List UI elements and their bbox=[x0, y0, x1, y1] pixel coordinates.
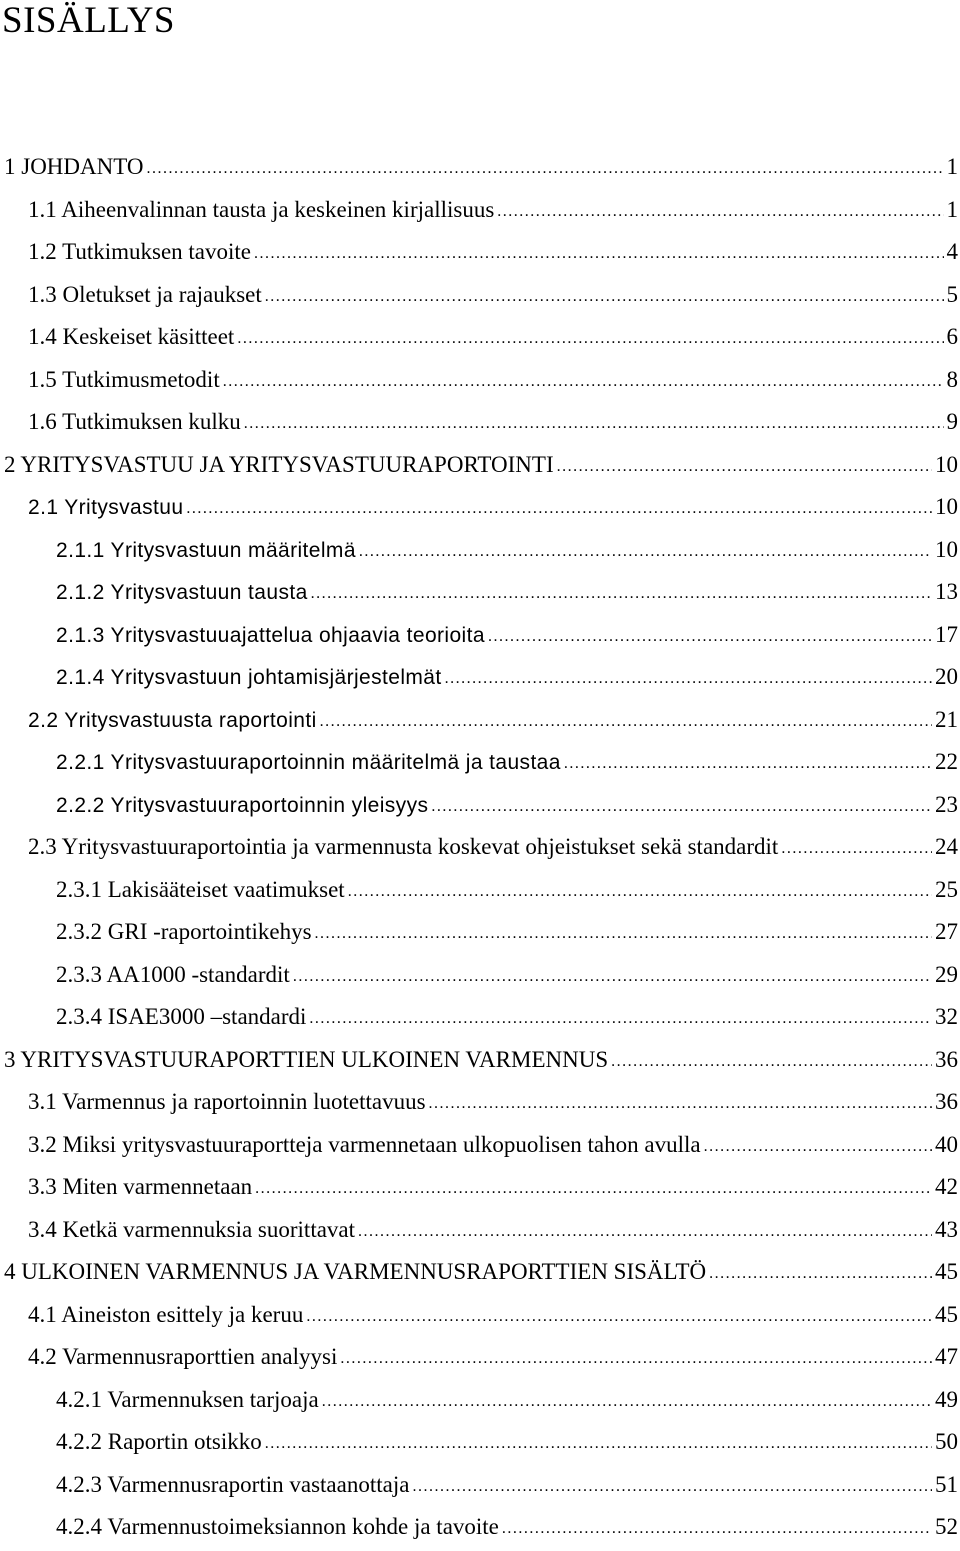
toc-entry-title: 2.3.3 AA1000 -standardit bbox=[56, 962, 290, 988]
toc-row bbox=[0, 148, 960, 191]
toc-entry[interactable] bbox=[0, 1083, 960, 1126]
toc-leader-dots bbox=[223, 373, 944, 391]
toc-leader-dots bbox=[293, 968, 932, 986]
toc-entry-title: 1.2 Tutkimuksen tavoite bbox=[28, 239, 251, 265]
toc-page-number: 47 bbox=[935, 1344, 960, 1370]
toc-entry[interactable] bbox=[0, 318, 960, 361]
toc-leader-dots bbox=[309, 1010, 932, 1028]
toc-leader-dots bbox=[265, 288, 944, 306]
toc-entry-title: 3.4 Ketkä varmennuksia suorittavat bbox=[28, 1217, 355, 1243]
toc-row bbox=[0, 1211, 960, 1254]
toc-entry[interactable] bbox=[0, 786, 960, 829]
toc-entry[interactable] bbox=[0, 488, 960, 531]
toc-entry-title: 4.2.3 Varmennusraportin vastaanottaja bbox=[56, 1472, 409, 1498]
toc-entry[interactable] bbox=[0, 276, 960, 319]
toc-leader-dots bbox=[255, 1180, 932, 1198]
table-of-contents bbox=[0, 148, 960, 1551]
toc-entry-title: 2.1 Yritysvastuu bbox=[28, 496, 183, 520]
toc-page-number: 27 bbox=[935, 919, 960, 945]
toc-leader-dots bbox=[358, 1223, 932, 1241]
toc-leader-dots bbox=[431, 798, 932, 816]
toc-row bbox=[0, 1423, 960, 1466]
toc-leader-dots bbox=[254, 245, 944, 263]
toc-leader-dots bbox=[322, 1393, 932, 1411]
toc-row bbox=[0, 828, 960, 871]
toc-entry-title: 2.1.4 Yritysvastuun johtamisjärjestelmät bbox=[56, 666, 442, 690]
toc-entry[interactable] bbox=[0, 1296, 960, 1339]
toc-row bbox=[0, 361, 960, 404]
toc-row bbox=[0, 1126, 960, 1169]
toc-entry[interactable] bbox=[0, 1466, 960, 1509]
toc-entry-title: 4 ULKOINEN VARMENNUS JA VARMENNUSRAPORTTIEN SISÄLTÖ bbox=[4, 1259, 706, 1285]
toc-leader-dots bbox=[237, 330, 943, 348]
toc-page-number: 1 bbox=[947, 197, 960, 223]
toc-row bbox=[0, 1381, 960, 1424]
toc-leader-dots bbox=[186, 500, 932, 518]
toc-entry-title: 3 YRITYSVASTUURAPORTTIEN ULKOINEN VARMENNUS bbox=[4, 1047, 608, 1073]
page-title: SISÄLLYS bbox=[2, 0, 175, 42]
toc-entry-title: 2.2.2 Yritysvastuuraportoinnin yleisyys bbox=[56, 794, 428, 818]
toc-leader-dots bbox=[781, 840, 932, 858]
toc-row bbox=[0, 998, 960, 1041]
toc-entry-title: 3.2 Miksi yritysvastuuraportteja varmennetaan ulkopuolisen tahon avulla bbox=[28, 1132, 701, 1158]
toc-page-number: 42 bbox=[935, 1174, 960, 1200]
toc-entry-title: 3.3 Miten varmennetaan bbox=[28, 1174, 252, 1200]
toc-row bbox=[0, 1296, 960, 1339]
toc-entry-title: 1.3 Oletukset ja rajaukset bbox=[28, 282, 262, 308]
toc-entry-title: 4.2.4 Varmennustoimeksiannon kohde ja tavoite bbox=[56, 1514, 499, 1540]
toc-page-number: 10 bbox=[935, 452, 960, 478]
toc-row bbox=[0, 913, 960, 956]
toc-page-number: 51 bbox=[935, 1472, 960, 1498]
toc-entry[interactable] bbox=[0, 573, 960, 616]
toc-entry[interactable] bbox=[0, 403, 960, 446]
toc-entry[interactable] bbox=[0, 658, 960, 701]
toc-entry-title: 2.3.4 ISAE3000 –standardi bbox=[56, 1004, 306, 1030]
toc-entry[interactable] bbox=[0, 871, 960, 914]
toc-leader-dots bbox=[244, 415, 944, 433]
toc-entry[interactable] bbox=[0, 1381, 960, 1424]
toc-page-number: 40 bbox=[935, 1132, 960, 1158]
toc-leader-dots bbox=[306, 1308, 932, 1326]
toc-entry-title: 3.1 Varmennus ja raportoinnin luotettavuus bbox=[28, 1089, 426, 1115]
toc-entry-title: 2.3 Yritysvastuuraportointia ja varmennusta koskevat ohjeistukset sekä standardit bbox=[28, 834, 778, 860]
toc-leader-dots bbox=[348, 883, 932, 901]
toc-leader-dots bbox=[429, 1095, 932, 1113]
toc-row bbox=[0, 1041, 960, 1084]
toc-leader-dots bbox=[359, 543, 932, 561]
toc-page-number: 52 bbox=[935, 1514, 960, 1540]
toc-page-number: 29 bbox=[935, 962, 960, 988]
toc-entry[interactable] bbox=[0, 531, 960, 574]
toc-page-number: 50 bbox=[935, 1429, 960, 1455]
toc-entry[interactable] bbox=[0, 828, 960, 871]
toc-row bbox=[0, 1466, 960, 1509]
toc-row bbox=[0, 956, 960, 999]
toc-page-number: 36 bbox=[935, 1047, 960, 1073]
toc-page-number: 36 bbox=[935, 1089, 960, 1115]
toc-entry-title: 2.3.1 Lakisääteiset vaatimukset bbox=[56, 877, 345, 903]
toc-entry[interactable] bbox=[0, 446, 960, 489]
toc-leader-dots bbox=[315, 925, 932, 943]
toc-page-number: 43 bbox=[935, 1217, 960, 1243]
toc-entry-title: 4.2.1 Varmennuksen tarjoaja bbox=[56, 1387, 319, 1413]
toc-row bbox=[0, 1083, 960, 1126]
toc-entry[interactable] bbox=[0, 743, 960, 786]
toc-entry-title: 1.6 Tutkimuksen kulku bbox=[28, 409, 241, 435]
toc-entry-title: 4.1 Aineiston esittely ja keruu bbox=[28, 1302, 303, 1328]
toc-row bbox=[0, 573, 960, 616]
toc-row bbox=[0, 276, 960, 319]
toc-row bbox=[0, 616, 960, 659]
toc-row bbox=[0, 658, 960, 701]
toc-page-number: 23 bbox=[935, 792, 960, 818]
toc-page-number: 25 bbox=[935, 877, 960, 903]
toc-leader-dots bbox=[611, 1053, 932, 1071]
toc-leader-dots bbox=[497, 203, 943, 221]
toc-leader-dots bbox=[488, 628, 932, 646]
toc-entry-title: 1.5 Tutkimusmetodit bbox=[28, 367, 220, 393]
toc-row bbox=[0, 701, 960, 744]
toc-row bbox=[0, 446, 960, 489]
toc-page-number: 21 bbox=[935, 707, 960, 733]
toc-entry[interactable] bbox=[0, 1211, 960, 1254]
toc-entry[interactable] bbox=[0, 913, 960, 956]
toc-entry-title: 4.2 Varmennusraporttien analyysi bbox=[28, 1344, 337, 1370]
toc-row bbox=[0, 1508, 960, 1551]
toc-entry-title: 4.2.2 Raportin otsikko bbox=[56, 1429, 262, 1455]
toc-page-number: 17 bbox=[935, 622, 960, 648]
toc-page-number: 5 bbox=[947, 282, 960, 308]
toc-row bbox=[0, 786, 960, 829]
toc-entry[interactable] bbox=[0, 1338, 960, 1381]
toc-entry-title: 1.4 Keskeiset käsitteet bbox=[28, 324, 234, 350]
toc-entry[interactable] bbox=[0, 956, 960, 999]
toc-entry-title: 1 JOHDANTO bbox=[4, 154, 144, 180]
toc-entry[interactable] bbox=[0, 148, 960, 191]
toc-page-number: 32 bbox=[935, 1004, 960, 1030]
toc-entry[interactable] bbox=[0, 361, 960, 404]
toc-page-number: 9 bbox=[947, 409, 960, 435]
toc-entry[interactable] bbox=[0, 233, 960, 276]
toc-page-number: 49 bbox=[935, 1387, 960, 1413]
toc-entry-title: 2.2 Yritysvastuusta raportointi bbox=[28, 709, 317, 733]
toc-entry-title: 2.1.2 Yritysvastuun tausta bbox=[56, 581, 308, 605]
toc-entry-title: 2 YRITYSVASTUU JA YRITYSVASTUURAPORTOINTI bbox=[4, 452, 554, 478]
toc-page-number: 4 bbox=[947, 239, 960, 265]
toc-leader-dots bbox=[704, 1138, 932, 1156]
toc-page-number: 45 bbox=[935, 1259, 960, 1285]
toc-row bbox=[0, 318, 960, 361]
toc-entry-title: 2.1.1 Yritysvastuun määritelmä bbox=[56, 539, 356, 563]
toc-row bbox=[0, 233, 960, 276]
toc-row bbox=[0, 1168, 960, 1211]
toc-leader-dots bbox=[502, 1520, 932, 1538]
toc-page-number: 22 bbox=[935, 749, 960, 775]
toc-row bbox=[0, 1253, 960, 1296]
toc-leader-dots bbox=[557, 458, 932, 476]
toc-page-number: 10 bbox=[935, 537, 960, 563]
toc-page-number: 24 bbox=[935, 834, 960, 860]
toc-entry-title: 2.1.3 Yritysvastuuajattelua ohjaavia teorioita bbox=[56, 624, 485, 648]
toc-leader-dots bbox=[265, 1435, 932, 1453]
toc-entry[interactable] bbox=[0, 1508, 960, 1551]
toc-page-number: 1 bbox=[947, 154, 960, 180]
toc-row bbox=[0, 531, 960, 574]
toc-page-number: 20 bbox=[935, 664, 960, 690]
toc-leader-dots bbox=[147, 160, 944, 178]
toc-leader-dots bbox=[311, 585, 932, 603]
toc-entry[interactable] bbox=[0, 1041, 960, 1084]
toc-leader-dots bbox=[564, 755, 932, 773]
toc-leader-dots bbox=[320, 713, 932, 731]
toc-leader-dots bbox=[340, 1350, 932, 1368]
toc-leader-dots bbox=[412, 1478, 932, 1496]
toc-entry[interactable] bbox=[0, 701, 960, 744]
toc-row bbox=[0, 488, 960, 531]
toc-entry[interactable] bbox=[0, 1253, 960, 1296]
toc-row bbox=[0, 1338, 960, 1381]
toc-page-number: 6 bbox=[947, 324, 960, 350]
toc-row bbox=[0, 403, 960, 446]
toc-leader-dots bbox=[445, 670, 932, 688]
toc-entry[interactable] bbox=[0, 1168, 960, 1211]
toc-page-number: 8 bbox=[947, 367, 960, 393]
toc-entry-title: 2.3.2 GRI -raportointikehys bbox=[56, 919, 312, 945]
toc-page-number: 10 bbox=[935, 494, 960, 520]
toc-row bbox=[0, 743, 960, 786]
toc-row bbox=[0, 191, 960, 234]
toc-entry[interactable] bbox=[0, 1126, 960, 1169]
toc-entry[interactable] bbox=[0, 998, 960, 1041]
toc-entry[interactable] bbox=[0, 616, 960, 659]
toc-entry-title: 1.1 Aiheenvalinnan tausta ja keskeinen kirjallisuus bbox=[28, 197, 494, 223]
toc-entry[interactable] bbox=[0, 1423, 960, 1466]
toc-leader-dots bbox=[709, 1265, 932, 1283]
toc-entry-title: 2.2.1 Yritysvastuuraportoinnin määritelmä ja taustaa bbox=[56, 751, 561, 775]
toc-entry[interactable] bbox=[0, 191, 960, 234]
toc-page-number: 13 bbox=[935, 579, 960, 605]
toc-row bbox=[0, 871, 960, 914]
toc-page-number: 45 bbox=[935, 1302, 960, 1328]
